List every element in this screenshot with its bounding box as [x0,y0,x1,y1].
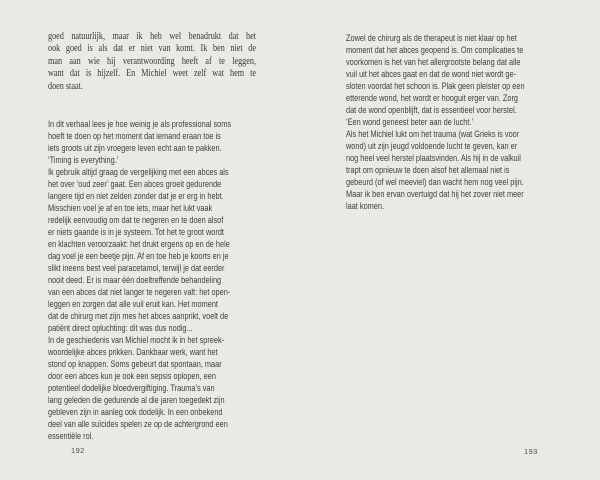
text-line: potentieel dodelijke bloedvergiftiging. Trauma’s van [48,382,215,393]
text-line: dat de wond openblijft, dat is essentieel voor herstel. [346,105,517,115]
text-line: moment dat het abces geopend is. Om complicaties te [346,45,524,55]
text-line: laat komen. [346,201,384,211]
text-line: Als het Michiel lukt om het trauma (wat Grieks is voor [346,129,520,139]
text-line: etterende wond, het wordt er hooguit erger van. Zorg [346,93,519,103]
text-line: essentiële rol. [48,430,94,441]
text-line: hoeft te doen op het moment dat iemand eraan toe is [48,130,221,141]
right-body-text [346,32,525,212]
text-line: vuil uit het abces gaat en dat de wond niet wordt ge- [346,69,516,79]
text-line: Ik gebruik altijd graag de vergelijking met een abces als [48,166,229,177]
text-line: want dat is hijzelf. En Michiel weet zelf wat hem te [48,68,256,80]
text-line: van een abces dat niet langer te negeren valt: het open- [48,286,231,297]
text-line: het over ‘oud zeer’ gaat. Een abces groeit gedurende [48,178,222,189]
text-line: man aan wie hij verantwoording heeft af te leggen, [48,55,256,67]
text-line: door een abces kun je ook een sepsis oplopen, een [48,370,216,381]
text-line: lang geleden die gedurende al die jaren toegedekt zijn [48,394,225,405]
text-line: In dit verhaal lees je hoe weinig je als professional soms [48,118,232,129]
text-line: patiënt direct opluchting: dit was dus nodig... [48,322,193,333]
text-line: goed natuurlijk, maar ik heb wel benadrukt dat het [48,31,256,42]
left-serif-paragraph [48,31,256,93]
left-body-text [48,118,256,442]
text-line: dag voel je een beetje pijn. Af en toe heb je koorts en je [48,250,229,261]
text-line: langere tijd en niet zelden zonder dat je er erg in hebt. [48,190,224,201]
text-line: voorkomen is het van het allergrootste belang dat alle [346,57,521,67]
text-line: ook goed is als dat er niet van komt. Ik ben niet de [48,43,256,55]
right-text-column [346,32,525,212]
text-line: trapt om opnieuw te doen alsof het allemaal niet is [346,165,510,175]
text-line: ‘Timing is everything.’ [48,154,119,165]
text-line: deel van alle suïcides spelen ze op de achtergrond een [48,418,228,429]
text-line: Misschien voel je af en toe iets, maar het lukt vaak [48,202,213,213]
left-text-column [48,31,256,442]
text-line: gebeurd (of wel meeviel) dan wacht hem nog veel pijn. [346,177,524,187]
text-line: sloten voordat het schoon is. Plak geen pleister op een [346,81,525,91]
text-line: wond) uit zijn jeugd voldoende lucht te geven, kan er [346,141,518,151]
text-line: stond op knappen. Soms gebeurt dat spontaan, maar [48,358,222,369]
text-line: nog heel veel herstel plaatsvinden. Als hij in de valkuil [346,153,521,163]
text-line: doen staat. [48,80,83,92]
text-line: leggen en zorgen dat alle vuil eruit kan. Het moment [48,298,218,309]
text-line: gebleven zijn in aanleg ook dodelijk. In een onbekend [48,406,223,417]
text-line: ‘Een wond geneest beter aan de lucht.’ [346,117,474,127]
text-line: dat de chirurg met zijn mes het abces aanprikt, voelt de [48,310,229,321]
text-line: slikt ineens best veel paracetamol, terwijl je dat eerder [48,262,225,273]
text-line: Maar ik ben ervan overtuigd dat hij het zover niet meer [346,189,524,199]
text-line: er niets gaande is in je systeem. Tot het te groot wordt [48,226,224,237]
text-line: nooit deed. Er is maar één doeltreffende behandeling [48,274,222,285]
text-line: iets groots uit zijn vroegere leven echt aan te pakken. [48,142,222,153]
page-number-left: 192 [71,446,85,455]
text-line: In de geschiedenis van Michiel mocht ik in het spreek- [48,334,225,345]
text-line: en klachten veroorzaakt: het drukt ergens op en de hele [48,238,230,249]
page-number-right: 193 [524,447,538,456]
text-line: woordelijke abces prikken. Dankbaar werk, want het [48,346,218,357]
text-line: redelijk eenvoudig om dat te negeren en te doen alsof [48,214,224,225]
text-line: Zowel de chirurg als de therapeut is niet klaar op het [346,33,517,43]
